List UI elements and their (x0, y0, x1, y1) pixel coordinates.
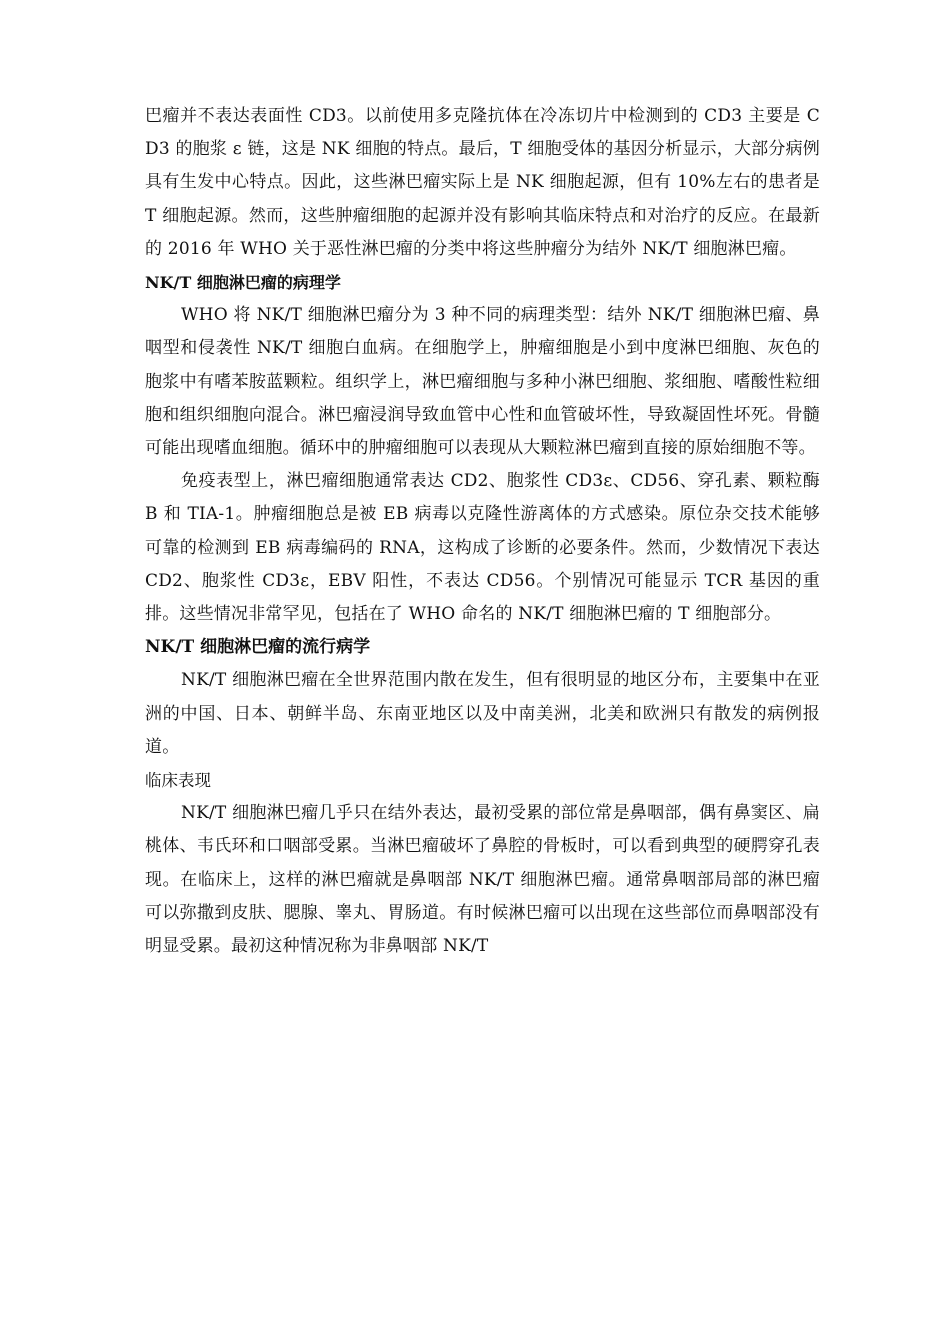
paragraph-immunophenotype: 免疫表型上，淋巴瘤细胞通常表达 CD2、胞浆性 CD3ε、CD56、穿孔素、颗粒酶 B 和 TIA-1。肿瘤细胞总是被 EB 病毒以克隆性游离体的方式感染。原位杂交技术能够可靠的检测到 EB 病毒编码的 RNA，这构成了诊断的必要条件。然而，少数情况下表达 CD2、胞浆性 CD3ε，EBV 阳性，不表达 CD56。个别情况可能显示 TCR 基因的重排。这些情况非常罕见，包括在了 WHO 命名的 NK/T 细胞淋巴瘤的 T 细胞部分。 (145, 471, 820, 625)
heading-epidemiology: NK/T 细胞淋巴瘤的流行病学 (145, 637, 371, 658)
heading-pathology: NK/T 细胞淋巴瘤的病理学 (145, 273, 341, 293)
paragraph-epidemiology: NK/T 细胞淋巴瘤在全世界范围内散在发生，但有很明显的地区分布，主要集中在亚洲的中国、日本、朝鲜半岛、东南亚地区以及中南美洲，北美和欧洲只有散发的病例报道。 (145, 670, 820, 757)
heading-clinical: 临床表现 (145, 771, 211, 791)
paragraph-clinical: NK/T 细胞淋巴瘤几乎只在结外表达，最初受累的部位常是鼻咽部，偶有鼻窦区、扁桃体、韦氏环和口咽部受累。当淋巴瘤破坏了鼻腔的骨板时，可以看到典型的硬腭穿孔表现。在临床上，这样的淋巴瘤就是鼻咽部 NK/T 细胞淋巴瘤。通常鼻咽部局部的淋巴瘤可以弥撒到皮肤、腮腺、睾丸、胃肠道。有时候淋巴瘤可以出现在这些部位而鼻咽部没有明显受累。最初这种情况称为非鼻咽部 NK/T (145, 803, 820, 957)
paragraph-origin: 巴瘤并不表达表面性 CD3。以前使用多克隆抗体在冷冻切片中检测到的 CD3 主要是 CD3 的胞浆 ε 链，这是 NK 细胞的特点。最后，T 细胞受体的基因分析显示，大部分病例具有生发中心特点。因此，这些淋巴瘤实际上是 NK 细胞起源，但有 10%左右的患者是 T 细胞起源。然而，这些肿瘤细胞的起源并没有影响其临床特点和对治疗的反应。在最新的 2016 年 WHO 关于恶性淋巴瘤的分类中将这些肿瘤分为结外 NK/T 细胞淋巴瘤。 (145, 106, 820, 259)
document-body (145, 100, 820, 963)
paragraph-pathology: WHO 将 NK/T 细胞淋巴瘤分为 3 种不同的病理类型：结外 NK/T 细胞淋巴瘤、鼻咽型和侵袭性 NK/T 细胞白血病。在细胞学上，肿瘤细胞是小到中度淋巴细胞、灰色的胞浆中有嗜苯胺蓝颗粒。组织学上，淋巴瘤细胞与多种小淋巴细胞、浆细胞、嗜酸性粒细胞和组织细胞向混合。淋巴瘤浸润导致血管中心性和血管破坏性，导致凝固性坏死。骨髓可能出现嗜血细胞。循环中的肿瘤细胞可以表现从大颗粒淋巴瘤到直接的原始细胞不等。 (145, 305, 820, 459)
